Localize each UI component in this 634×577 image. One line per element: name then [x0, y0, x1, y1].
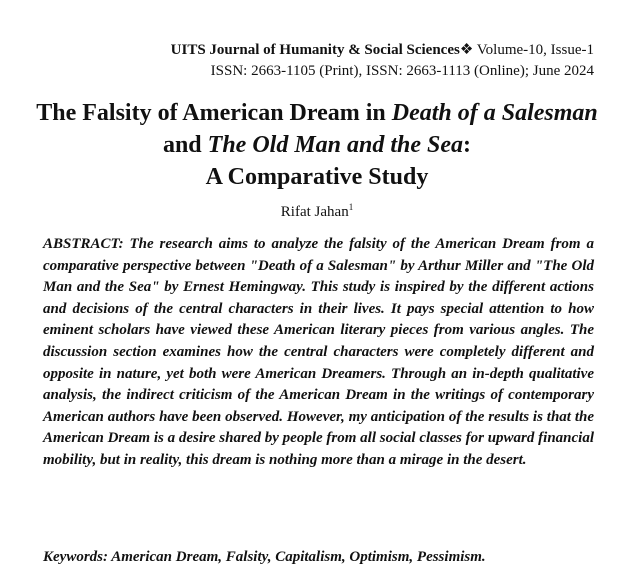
- author-name: Rifat Jahan: [280, 204, 349, 220]
- title-part-3: :: [463, 132, 472, 158]
- affiliation-mark: 1: [348, 202, 354, 212]
- keywords-line: Keywords: American Dream, Falsity, Capitalism, Optimism, Pessimism.: [43, 549, 486, 565]
- title-part-2: and: [162, 132, 208, 158]
- separator-glyph-icon: ❖: [459, 42, 474, 58]
- journal-name: UITS Journal of Humanity & Social Sciences: [170, 42, 460, 58]
- issn-line: ISSN: 2663-1105 (Print), ISSN: 2663-1113 (Online); June 2024: [210, 63, 594, 79]
- title-italic-2: The Old Man and the Sea: [207, 132, 464, 158]
- paper-subtitle: A Comparative Study: [205, 164, 429, 190]
- journal-line-1: [171, 40, 594, 61]
- title-italic-1: Death of a Salesman: [391, 100, 598, 126]
- journal-header: [171, 40, 594, 82]
- abstract-text: ABSTRACT: The research aims to analyze the falsity of the American Dream from a comparative perspective between "Death of a Salesman" by Arthur Miller and "The Old Man and the Sea" by Ernest Hemingway. This study is inspired by the different actions and decisions of the central characters in their lives. It pays special attention to how eminent scholars have viewed these American literary pieces from various angles. The discussion section examines how the central characters were completely different and opposite in nature, yet both were American Dreamers. Through an in-depth qualitative analysis, the indirect criticism of the American Dream in the writings of contemporary American authors have been observed. However, my anticipation of the results is that the American Dream is a desire shared by people from all social classes for upward financial mobility, but in reality, this dream is nothing more than a mirage in the desert.: [43, 236, 594, 468]
- volume-issue: Volume-10, Issue-1: [473, 42, 594, 58]
- paper-title: [30, 97, 604, 193]
- author-line: [0, 202, 634, 222]
- title-part-1: The Falsity of American Dream in: [36, 100, 392, 126]
